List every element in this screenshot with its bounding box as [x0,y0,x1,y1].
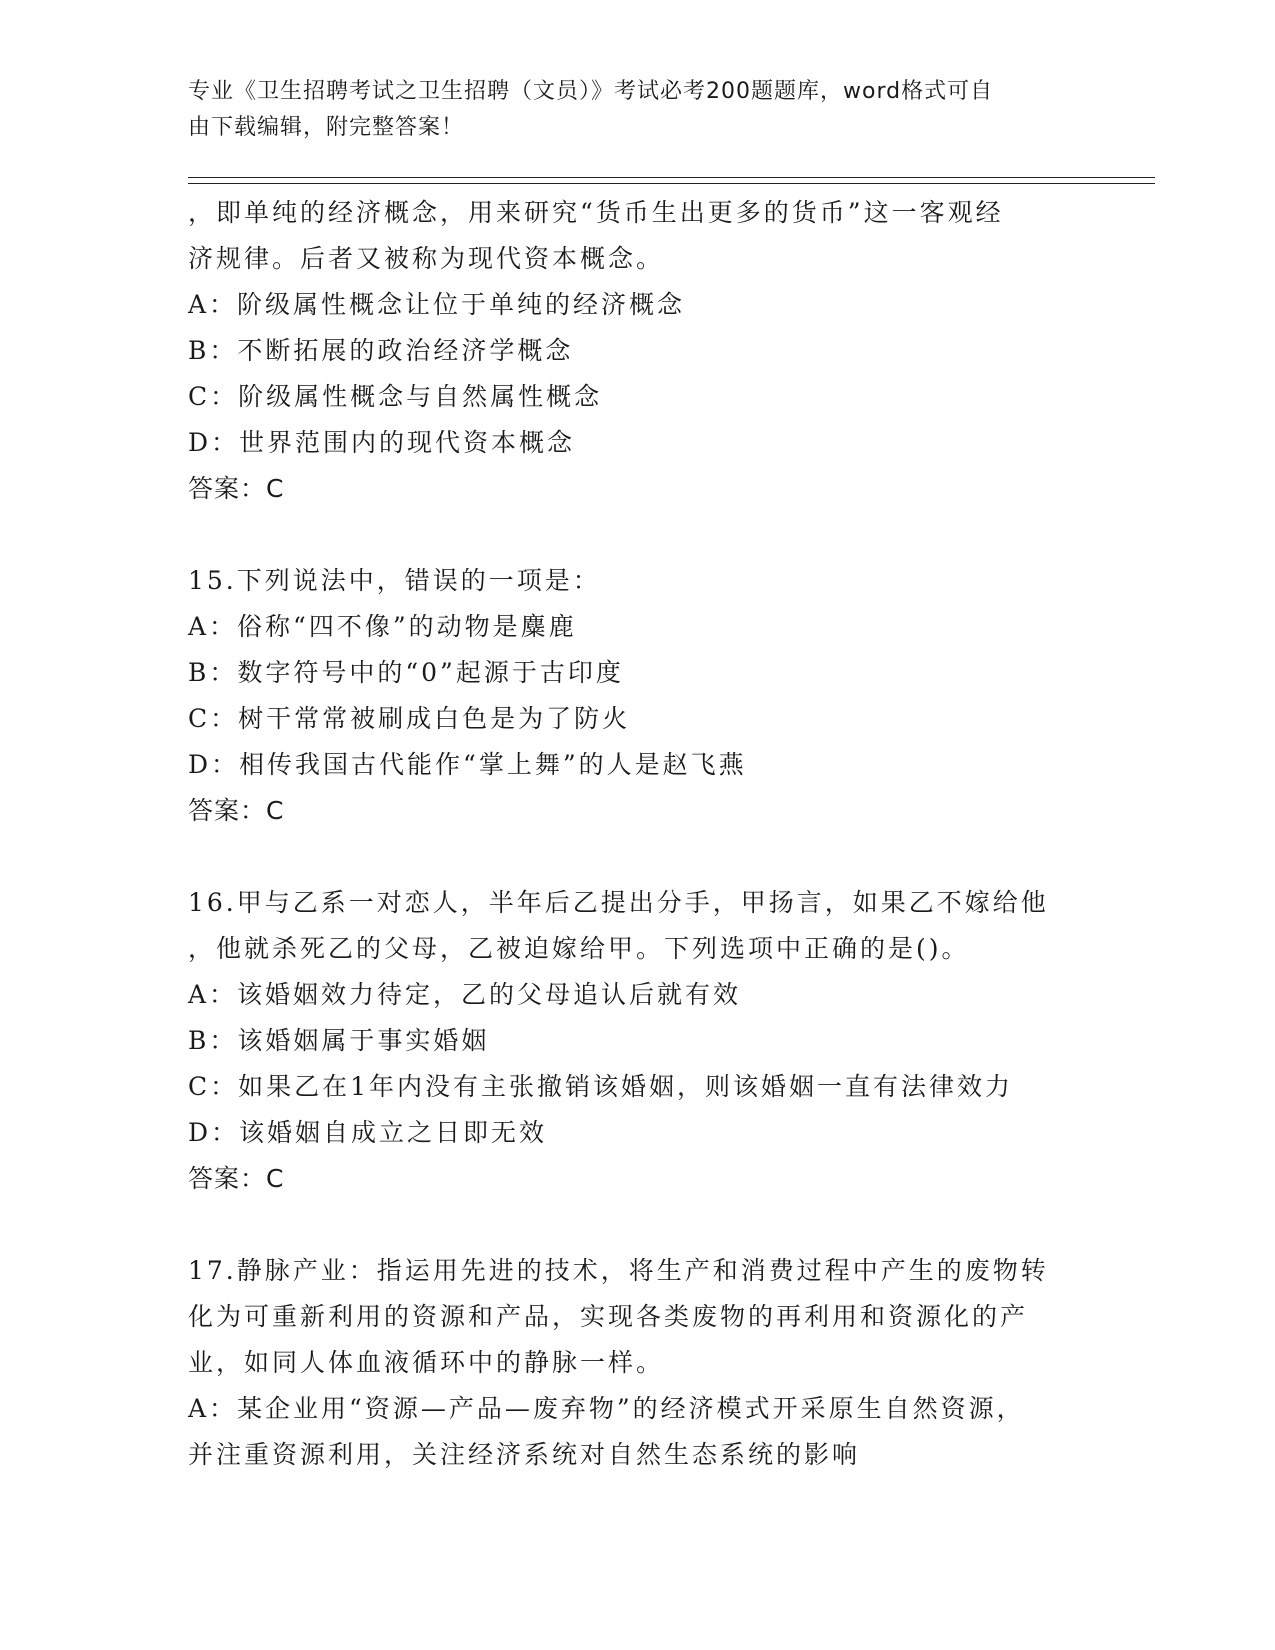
question-17 [188,1248,1088,1478]
header-title-line-1: 专业《卫生招聘考试之卫生招聘（文员）》考试必考200题题库，word格式可自 [188,79,994,104]
question-text-line: 化为可重新利用的资源和产品，实现各类废物的再利用和资源化的产 [188,1302,1029,1331]
option-b: B：数字符号中的“0”起源于古印度 [188,658,624,687]
option-a: A：阶级属性概念让位于单纯的经济概念 [188,290,686,319]
header-divider-bottom [188,183,1155,184]
option-d: D：该婚姻自成立之日即无效 [188,1118,548,1147]
question-text-line: 济规律。后者又被称为现代资本概念。 [188,244,665,273]
option-c: C：阶级属性概念与自然属性概念 [188,382,603,411]
option-a: A：俗称“四不像”的动物是麋鹿 [188,612,577,641]
option-d: D：相传我国古代能作“掌上舞”的人是赵飞燕 [188,750,747,779]
document-header [188,74,1068,146]
option-b: B：不断拓展的政治经济学概念 [188,336,574,365]
spacer [188,512,1088,558]
option-c: C：树干常常被刷成白色是为了防火 [188,704,631,733]
option-a: A：某企业用“资源—产品—废弃物”的经济模式开采原生自然资源， [188,1394,1025,1423]
option-b: B：该婚姻属于事实婚姻 [188,1026,490,1055]
question-text-line: 业，如同人体血液循环中的静脉一样。 [188,1348,665,1377]
question-text-line: 15.下列说法中，错误的一项是： [188,566,601,595]
option-c: C：如果乙在1年内没有主张撤销该婚姻，则该婚姻一直有法律效力 [188,1072,1014,1101]
question-text-line: ，他就杀死乙的父母，乙被迫嫁给甲。下列选项中正确的是()。 [188,934,970,963]
answer-label: 答案：C [188,474,285,503]
answer-label: 答案：C [188,1164,285,1193]
spacer [188,1202,1088,1248]
header-title-line-2: 由下载编辑，附完整答案！ [188,115,465,140]
question-16 [188,880,1088,1202]
answer-label: 答案：C [188,796,285,825]
option-d: D：世界范围内的现代资本概念 [188,428,576,457]
question-text-line: 16.甲与乙系一对恋人，半年后乙提出分手，甲扬言，如果乙不嫁给他 [188,888,1049,917]
question-text-line: 17.静脉产业：指运用先进的技术，将生产和消费过程中产生的废物转 [188,1256,1049,1285]
question-list [188,190,1088,1478]
header-divider-top [188,177,1155,178]
question-text-line: ，即单纯的经济概念，用来研究“货币生出更多的货币”这一客观经 [188,198,1004,227]
option-a: A：该婚姻效力待定，乙的父母追认后就有效 [188,980,742,1009]
question-14-continued [188,190,1088,512]
question-15 [188,558,1088,834]
spacer [188,834,1088,880]
option-a-continued: 并注重资源利用，关注经济系统对自然生态系统的影响 [188,1440,861,1469]
